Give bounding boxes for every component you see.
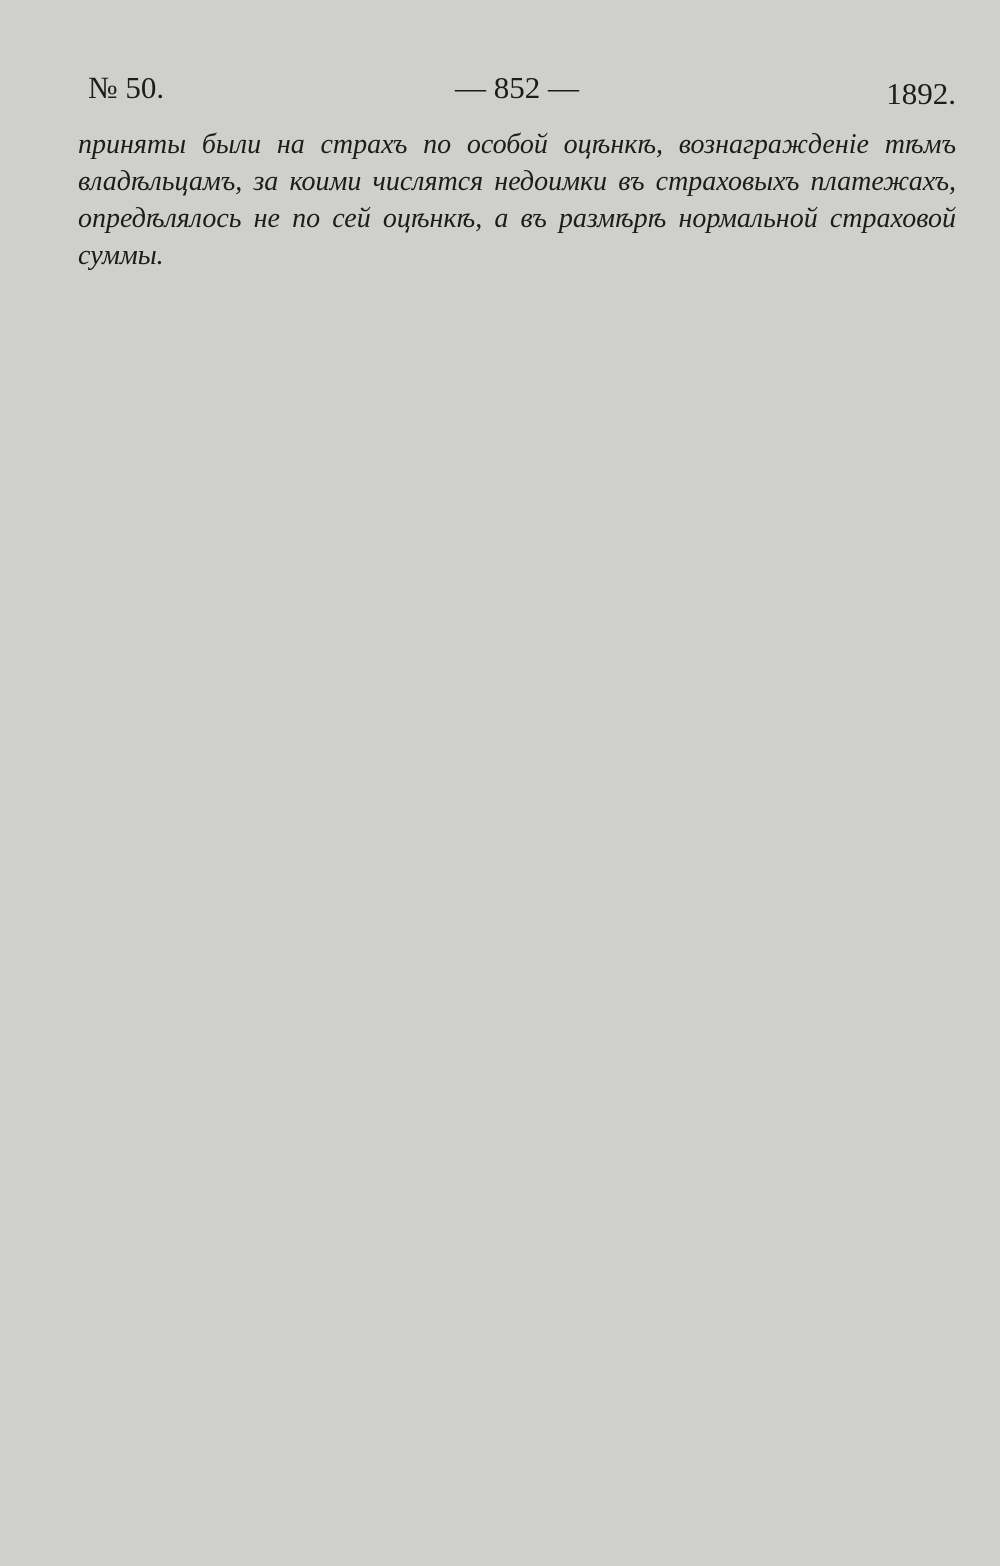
body-text bbox=[64, 248, 938, 1488]
italic-heading: приняты были на страхъ по особой оцѣнкѣ, вознагражденіе тѣмъ владѣльцамъ, за коими числятся недоимки въ страховыхъ платежахъ, опредѣлялось не по сей оцѣнкѣ, а въ размѣрѣ нормальной страховой суммы. bbox=[78, 129, 956, 271]
year: 1892. bbox=[886, 76, 956, 111]
issue-number: № 50. bbox=[88, 70, 165, 105]
page-number: — 852 — bbox=[455, 70, 579, 105]
page-header bbox=[78, 70, 956, 114]
